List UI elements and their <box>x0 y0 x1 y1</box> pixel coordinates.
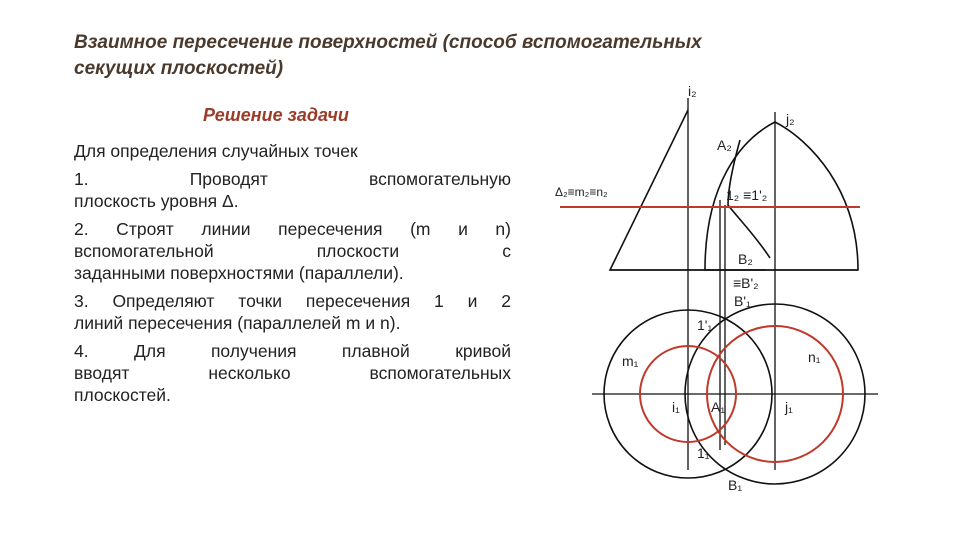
step-2-line-2: вспомогательной плоскости с <box>74 241 511 261</box>
step-4-line-1: 4. Для получения плавной кривой <box>74 341 511 361</box>
step-1-line-1: 1. Проводят вспомогательную <box>74 169 511 189</box>
title-line-1: Взаимное пересечение поверхностей (способ вспомогательных <box>74 32 702 53</box>
label-B1: B₁ <box>728 477 743 493</box>
label-j2: j₂ <box>786 111 795 127</box>
step-3-line-1: 3. Определяют точки пересечения 1 и 2 <box>74 291 511 311</box>
subtitle: Решение задачи <box>203 105 349 125</box>
label-B2-prime: ≡B'₂ <box>733 275 759 291</box>
intro-text: Для определения случайных точек <box>74 141 358 161</box>
label-point-1-2: 1₂ ≡1'₂ <box>726 187 768 203</box>
step-1-line-2: плоскость уровня Δ. <box>74 191 239 211</box>
step-2-line-3: заданными поверхностями (параллели). <box>74 263 404 283</box>
label-delta: Δ₂≡m₂≡n₂ <box>555 185 608 199</box>
label-n1: n₁ <box>808 349 821 365</box>
label-A1: A₁ <box>711 399 726 415</box>
step-2-line-1: 2. Строят линии пересечения (m и n) <box>74 219 511 239</box>
label-1-1-prime: 1'₁ <box>697 317 713 333</box>
label-A2: A₂ <box>717 137 732 153</box>
label-B1-prime: B'₁ <box>734 293 751 309</box>
label-1-1: 1₁ <box>697 445 710 461</box>
label-i2: i₂ <box>688 83 697 99</box>
step-4-line-2: вводят несколько вспомогательных <box>74 363 511 383</box>
step-4-line-3: плоскостей. <box>74 385 171 405</box>
label-m1: m₁ <box>622 353 639 369</box>
step-3-line-2: линий пересечения (параллелей m и n). <box>74 313 401 333</box>
label-i1: i₁ <box>672 399 680 415</box>
label-B2: B₂ <box>738 251 753 267</box>
label-j1: j₁ <box>785 399 793 415</box>
title-line-2: секущих плоскостей) <box>74 58 284 79</box>
